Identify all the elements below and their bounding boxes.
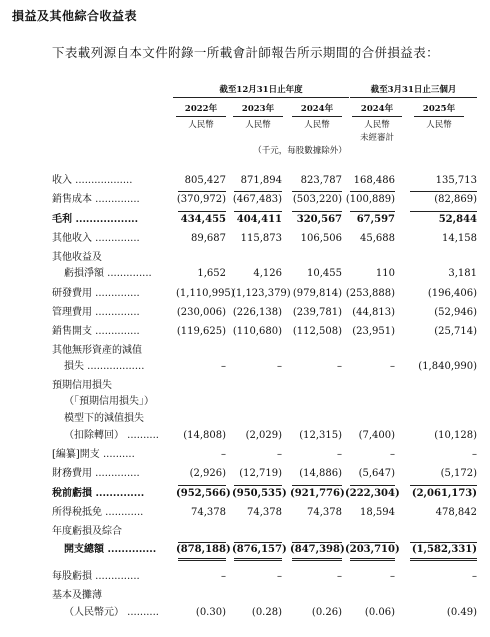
row-value: 320,567 <box>296 214 342 225</box>
year-header: 2023年 <box>233 103 283 117</box>
row-label: 其他無形資產的減值 <box>52 345 142 356</box>
row-value: 18,594 <box>360 507 395 518</box>
table-row <box>0 324 490 340</box>
row-value: (23,951) <box>352 326 395 337</box>
row-value: (112,508) <box>292 326 342 337</box>
row-value: 74,378 <box>307 507 342 518</box>
row-value: (0.30) <box>195 607 226 618</box>
row-value: (1,840,990) <box>418 361 477 372</box>
row-value: (950,535) <box>232 488 287 499</box>
table-row <box>0 212 490 228</box>
row-value: – <box>472 571 477 582</box>
row-value: 4,126 <box>253 268 282 279</box>
table-row <box>0 588 490 604</box>
currency-label: 人民幣 <box>304 120 330 130</box>
row-value: (1,110,995) <box>176 288 235 299</box>
group-header-annual: 截至12月31日止年度 <box>173 84 349 98</box>
row-label: 開支總額 .............. <box>64 544 157 555</box>
table-row <box>0 192 490 208</box>
intro-text: 下表載列源自本文件附錄一所載會計師報告所示期間的合併損益表： <box>52 45 440 60</box>
currency-label: 人民幣 <box>364 120 390 130</box>
row-value: (0.06) <box>364 607 395 618</box>
underline-rule <box>410 191 477 192</box>
table-row <box>0 605 490 621</box>
table-row <box>0 231 490 247</box>
units-note: （千元，每股數據除外） <box>253 146 347 156</box>
year-header: 2024年 <box>352 103 402 117</box>
row-label: 模型下的減值損失 <box>64 413 144 424</box>
row-value: (5,647) <box>358 468 395 479</box>
row-value: (503,220) <box>292 194 342 205</box>
table-row <box>0 569 490 585</box>
table-row <box>0 524 490 540</box>
row-value: 3,181 <box>448 268 477 279</box>
row-value: (2,029) <box>245 430 282 441</box>
row-value: – <box>277 571 282 582</box>
table-row <box>0 378 490 394</box>
row-value: (14,808) <box>183 430 226 441</box>
row-value: (196,406) <box>427 288 477 299</box>
underline-rule <box>350 485 395 486</box>
year-header: 2024年 <box>292 103 342 117</box>
row-value: 74,378 <box>191 507 226 518</box>
row-value: 168,486 <box>353 175 395 186</box>
row-value: 67,597 <box>356 214 395 225</box>
table-row <box>0 305 490 321</box>
row-value: (2,061,173) <box>411 488 477 499</box>
double-underline-rule <box>350 558 395 561</box>
row-value: (979,814) <box>292 288 342 299</box>
row-label: 所得稅抵免 ............ <box>52 507 144 518</box>
underline-rule <box>292 211 342 212</box>
row-value: – <box>337 449 342 460</box>
row-value: – <box>337 571 342 582</box>
year-header: 2022年 <box>176 103 226 117</box>
row-value: 14,158 <box>442 233 477 244</box>
row-value: 106,506 <box>300 233 342 244</box>
row-label: 損失 .................. <box>64 361 145 372</box>
row-label: 收入 .................. <box>52 175 133 186</box>
row-value: (12,719) <box>239 468 282 479</box>
underline-rule <box>350 211 395 212</box>
table-row <box>0 250 490 266</box>
group-header-quarterly: 截至3月31日止三個月 <box>350 84 477 98</box>
row-label: 稅前虧損 .............. <box>52 488 145 499</box>
table-row <box>0 411 490 427</box>
row-value: (0.28) <box>251 607 282 618</box>
unaudited-label: 未經審計 <box>359 133 394 143</box>
row-value: (847,398) <box>290 544 345 555</box>
row-value: – <box>221 571 226 582</box>
row-label: [編纂]開支 .......... <box>52 449 135 460</box>
row-label: 虧損淨額 .............. <box>64 268 152 279</box>
row-value: (226,138) <box>232 307 282 318</box>
row-value: (110,680) <box>232 326 282 337</box>
row-value: 52,844 <box>438 214 477 225</box>
row-value: 135,713 <box>435 175 477 186</box>
row-value: (0.49) <box>446 607 477 618</box>
row-value: 10,455 <box>307 268 342 279</box>
row-value: 115,873 <box>240 233 282 244</box>
underline-rule <box>178 191 226 192</box>
underline-rule <box>178 211 226 212</box>
row-label: 銷售成本 .............. <box>52 194 140 205</box>
underline-rule <box>350 542 395 543</box>
row-label: 年度虧損及綜合 <box>52 526 122 537</box>
table-row <box>0 486 490 502</box>
underline-rule <box>234 191 282 192</box>
row-value: (876,157) <box>232 544 287 555</box>
row-value: – <box>390 361 395 372</box>
row-value: (44,813) <box>352 307 395 318</box>
row-value: 110 <box>375 268 395 279</box>
underline-rule <box>234 211 282 212</box>
year-header: 2025年 <box>414 103 464 117</box>
row-label: （扣除轉回） .......... <box>64 430 159 441</box>
underline-rule <box>292 485 342 486</box>
row-value: (467,483) <box>232 194 282 205</box>
currency-label: 人民幣 <box>188 120 214 130</box>
row-value: (203,710) <box>345 544 400 555</box>
table-row <box>0 428 490 444</box>
row-value: (878,188) <box>176 544 231 555</box>
section-heading: 損益及其他綜合收益表 <box>12 9 138 23</box>
row-value: – <box>337 361 342 372</box>
row-value: (921,776) <box>290 488 345 499</box>
table-row <box>0 394 490 410</box>
table-row <box>0 173 490 189</box>
row-value: (7,400) <box>358 430 395 441</box>
double-underline-rule <box>410 558 477 561</box>
row-value: (14,886) <box>299 468 342 479</box>
double-underline-rule <box>292 558 342 561</box>
row-value: 823,787 <box>300 175 342 186</box>
table-row <box>0 466 490 482</box>
underline-rule <box>178 485 226 486</box>
row-label: （「預期信用損失」） <box>64 396 154 407</box>
row-value: 74,378 <box>247 507 282 518</box>
row-label: 研發費用 .............. <box>52 288 140 299</box>
row-label: 預期信用損失 <box>52 380 112 391</box>
row-value: (2,926) <box>189 468 226 479</box>
row-value: – <box>221 449 226 460</box>
double-underline-rule <box>234 558 282 561</box>
row-label: 財務費用 .............. <box>52 468 140 479</box>
row-label: 銷售開支 .............. <box>52 326 140 337</box>
row-label: 管理費用 .............. <box>52 307 140 318</box>
table-row <box>0 447 490 463</box>
currency-label: 人民幣 <box>245 120 271 130</box>
table-row <box>0 542 490 558</box>
row-value: 871,894 <box>240 175 282 186</box>
row-value: – <box>472 449 477 460</box>
row-value: – <box>390 449 395 460</box>
underline-rule <box>350 191 395 192</box>
row-label: 其他收入 .............. <box>52 233 140 244</box>
table-row <box>0 286 490 302</box>
row-value: (952,566) <box>176 488 231 499</box>
row-value: – <box>390 571 395 582</box>
row-value: 89,687 <box>191 233 226 244</box>
row-value: 805,427 <box>184 175 226 186</box>
row-value: (119,625) <box>176 326 226 337</box>
row-value: 1,652 <box>197 268 226 279</box>
double-underline-rule <box>178 558 226 561</box>
row-value: – <box>221 361 226 372</box>
row-value: (5,172) <box>440 468 477 479</box>
table-row <box>0 266 490 282</box>
row-value: (25,714) <box>434 326 477 337</box>
table-row <box>0 343 490 359</box>
row-value: (370,972) <box>176 194 226 205</box>
underline-rule <box>234 542 282 543</box>
row-value: (253,888) <box>345 288 395 299</box>
row-value: 478,842 <box>435 507 477 518</box>
row-value: (52,946) <box>434 307 477 318</box>
row-value: (100,889) <box>345 194 395 205</box>
underline-rule <box>178 542 226 543</box>
row-value: (230,006) <box>176 307 226 318</box>
row-value: (239,781) <box>292 307 342 318</box>
row-value: – <box>277 449 282 460</box>
underline-rule <box>292 191 342 192</box>
underline-rule <box>410 211 477 212</box>
row-value: (82,869) <box>434 194 477 205</box>
row-value: – <box>277 361 282 372</box>
row-value: (222,304) <box>345 488 400 499</box>
currency-label: 人民幣 <box>426 120 452 130</box>
row-label: 其他收益及 <box>52 252 102 263</box>
row-value: 404,411 <box>236 214 282 225</box>
underline-rule <box>410 542 477 543</box>
underline-rule <box>292 542 342 543</box>
table-row <box>0 359 490 375</box>
row-value: 45,688 <box>360 233 395 244</box>
row-value: (12,315) <box>299 430 342 441</box>
row-value: 434,455 <box>180 214 226 225</box>
row-value: (1,123,379) <box>232 288 291 299</box>
row-value: (1,582,331) <box>411 544 477 555</box>
row-label: 每股虧損 .............. <box>52 571 140 582</box>
row-label: 基本及攤薄 <box>52 590 102 601</box>
underline-rule <box>234 485 282 486</box>
underline-rule <box>410 485 477 486</box>
table-row <box>0 505 490 521</box>
row-label: （人民幣元） .......... <box>64 607 159 618</box>
row-value: (0.26) <box>311 607 342 618</box>
row-label: 毛利 .................. <box>52 214 139 225</box>
row-value: (10,128) <box>434 430 477 441</box>
